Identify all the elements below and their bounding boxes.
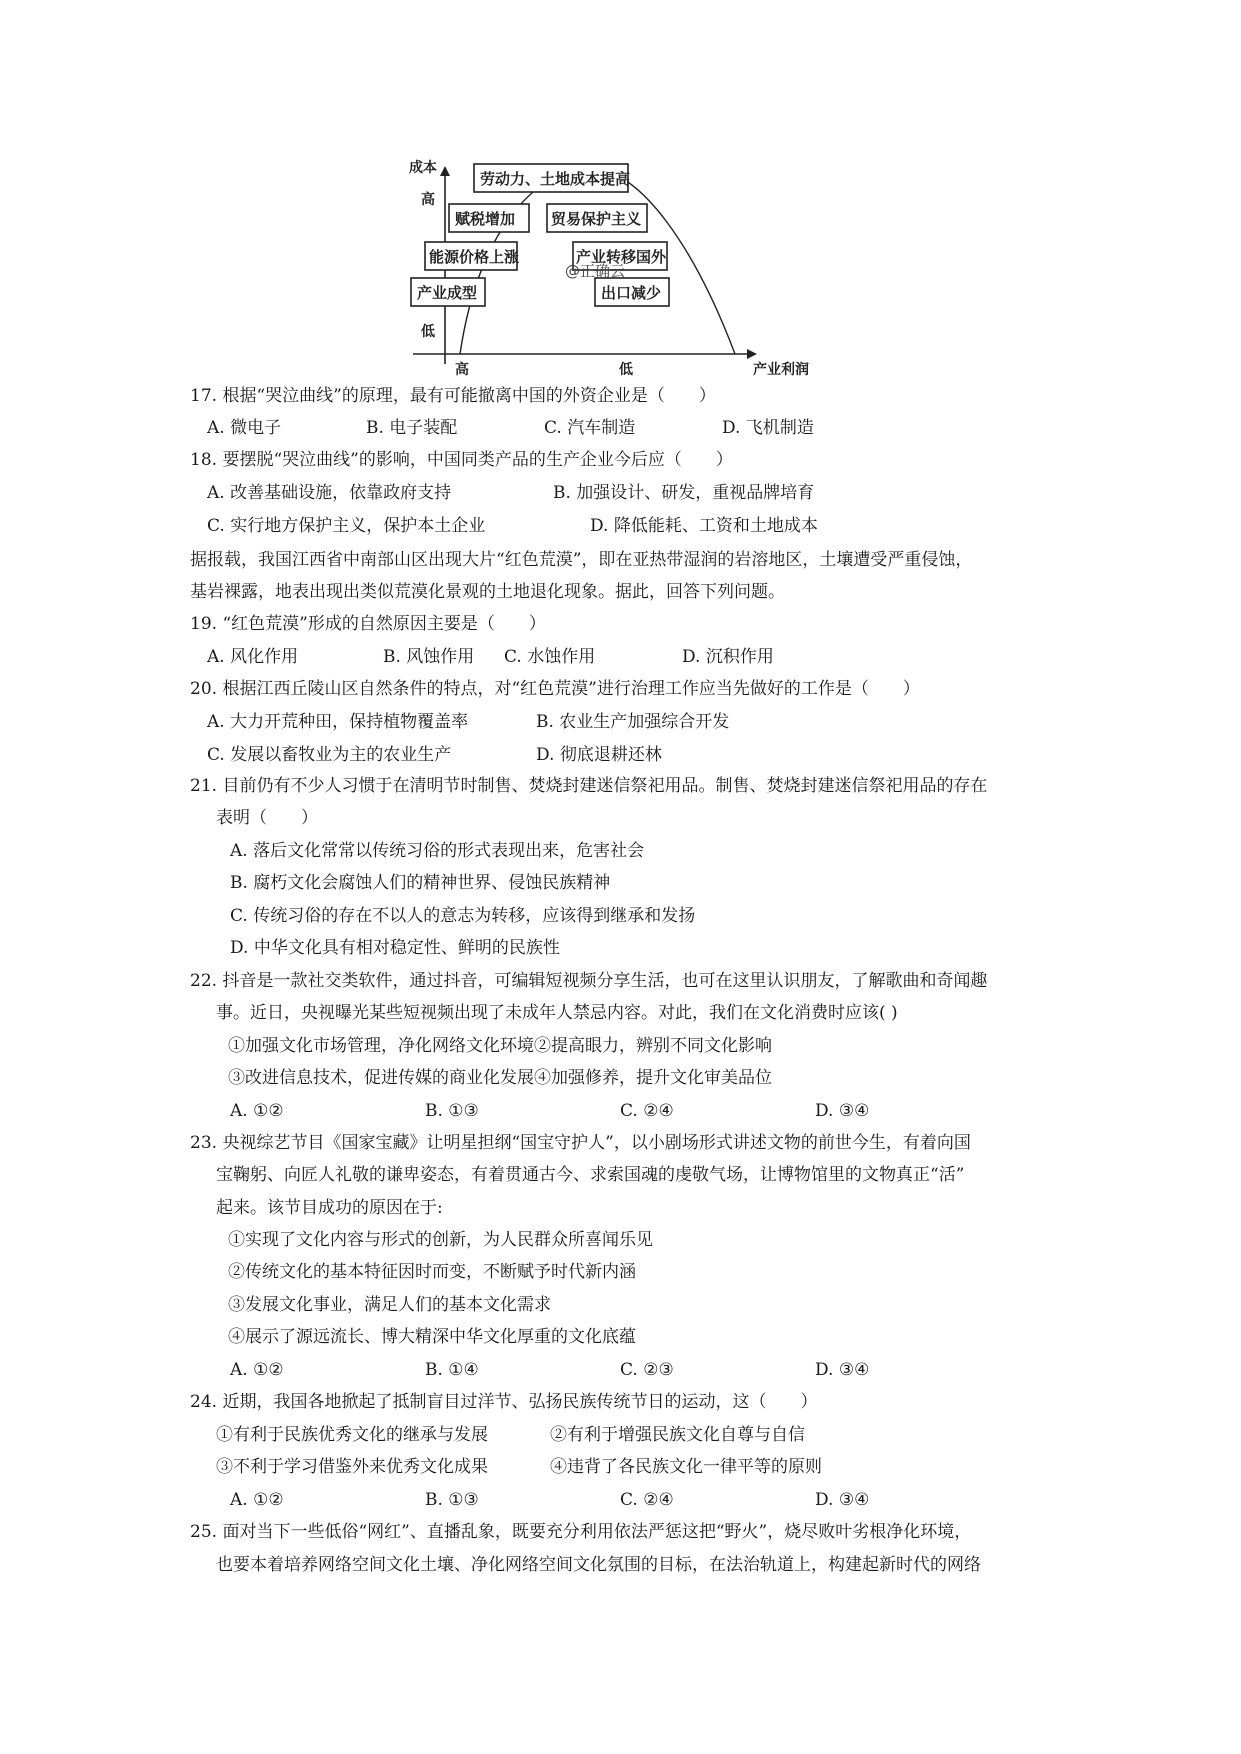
svg-text:劳动力、土地成本提高: 劳动力、土地成本提高 [480, 170, 631, 188]
q23-stem-line-3: 起来。该节目成功的原因在于: [216, 1198, 443, 1218]
q24-option-b: B. ①③ [425, 1490, 479, 1510]
q21-option-c: C. 传统习俗的存在不以人的意志为转移，应该得到继承和发扬 [230, 906, 696, 926]
q19-option-a: A. 风化作用 [207, 647, 299, 667]
q20-stem: 20. 根据江西丘陵山区自然条件的特点，对“红色荒漠”进行治理工作应当先做好的工作是（ ） [190, 679, 920, 699]
box-tax-increase [449, 204, 529, 232]
q22-item-line-2: ③改进信息技术，促进传媒的商业化发展④加强修养，提升文化审美品位 [228, 1068, 772, 1088]
cost-profit-diagram [405, 158, 835, 380]
box-energy-price-rise [425, 242, 519, 270]
passage-line-1: 据报载，我国江西省中南部山区出现大片“红色荒漠”，即在亚热带湿润的岩溶地区，土壤遭受严重侵蚀， [190, 550, 973, 570]
box-export-decrease [595, 278, 669, 306]
y-axis-label: 成本 [409, 160, 437, 176]
q18-stem: 18. 要摆脱“哭泣曲线”的影响，中国同类产品的生产企业今后应（ ） [190, 450, 733, 470]
q23-item-4: ④展示了源远流长、博大精深中华文化厚重的文化底蕴 [228, 1327, 636, 1347]
q18-option-c: C. 实行地方保护主义，保护本土企业 [207, 516, 486, 536]
box-labor-land-cost [474, 164, 630, 192]
q23-option-a: A. ①② [230, 1360, 284, 1380]
svg-text:产业转移国外: 产业转移国外 [576, 248, 667, 266]
q20-option-b: B. 农业生产加强综合开发 [536, 712, 730, 732]
q24-item-1: ①有利于民族优秀文化的继承与发展 [216, 1425, 488, 1445]
q24-item-3: ③不利于学习借鉴外来优秀文化成果 [216, 1457, 488, 1477]
q22-item-line-1: ①加强文化市场管理，净化网络文化环境②提高眼力，辨别不同文化影响 [228, 1036, 772, 1056]
box-industry-formation [411, 278, 485, 306]
q18-option-d: D. 降低能耗、工资和土地成本 [590, 516, 818, 536]
svg-text:产业成型: 产业成型 [417, 284, 478, 302]
q23-option-b: B. ①④ [425, 1360, 479, 1380]
q18-option-b: B. 加强设计、研发，重视品牌培育 [553, 483, 815, 503]
q22-option-d: D. ③④ [815, 1101, 870, 1121]
svg-text:赋税增加: 赋税增加 [455, 210, 516, 228]
q24-option-c: C. ②④ [620, 1490, 674, 1510]
y-axis-arrow [440, 166, 450, 176]
q23-stem-line-2: 宝鞠躬、向匠人礼敬的谦卑姿态，有着贯通古今、求索国魂的虔敬气场，让博物馆里的文物真正“活” [216, 1165, 965, 1185]
watermark-text: @正确云 [565, 262, 626, 280]
y-low-label: 低 [421, 324, 435, 340]
q17-option-d: D. 飞机制造 [722, 418, 814, 438]
q23-item-3: ③发展文化事业，满足人们的基本文化需求 [228, 1295, 551, 1315]
q22-option-a: A. ①② [230, 1101, 284, 1121]
q21-stem-line-1: 21. 目前仍有不少人习惯于在清明节时制售、焚烧封建迷信祭祀用品。制售、焚烧封建迷信祭祀用品的存在 [190, 776, 988, 796]
x-high-label: 高 [455, 362, 469, 378]
q21-stem-line-2: 表明（ ） [216, 808, 318, 828]
q25-stem-line-2: 也要本着培养网络空间文化土壤、净化网络空间文化氛围的目标，在法治轨道上，构建起新时代的网络 [216, 1555, 981, 1575]
svg-text:贸易保护主义: 贸易保护主义 [551, 210, 642, 228]
q24-option-a: A. ①② [230, 1490, 284, 1510]
svg-text:能源价格上涨: 能源价格上涨 [429, 248, 520, 266]
q24-stem: 24. 近期，我国各地掀起了抵制盲目过洋节、弘扬民族传统节日的运动，这（ ） [190, 1392, 818, 1412]
q24-item-4: ④违背了各民族文化一律平等的原则 [550, 1457, 822, 1477]
q17-option-a: A. 微电子 [207, 418, 282, 438]
q24-option-d: D. ③④ [815, 1490, 870, 1510]
diagram-svg [405, 158, 835, 380]
q23-option-c: C. ②③ [620, 1360, 674, 1380]
q22-stem-line-2: 事。近日，央视曝光某些短视频出现了未成年人禁忌内容。对此，我们在文化消费时应该( ) [216, 1003, 898, 1023]
x-low-label: 低 [619, 362, 633, 378]
q22-option-b: B. ①③ [425, 1101, 479, 1121]
q23-stem-line-1: 23. 央视综艺节目《国家宝藏》让明星担纲“国宝守护人”，以小剧场形式讲述文物的前世今生，有着向国 [190, 1133, 971, 1153]
x-axis-label: 产业利润 [753, 362, 809, 378]
q17-stem: 17. 根据“哭泣曲线”的原理，最有可能撤离中国的外资企业是（ ） [190, 386, 716, 406]
q23-item-2: ②传统文化的基本特征因时而变，不断赋予时代新内涵 [228, 1262, 636, 1282]
q18-option-a: A. 改善基础设施，依靠政府支持 [207, 483, 452, 503]
q19-option-d: D. 沉积作用 [682, 647, 774, 667]
passage-line-2: 基岩裸露，地表出现出类似荒漠化景观的土地退化现象。据此，回答下列问题。 [190, 582, 785, 602]
q23-item-1: ①实现了文化内容与形式的创新，为人民群众所喜闻乐见 [228, 1230, 653, 1250]
q19-option-c: C. 水蚀作用 [504, 647, 596, 667]
q21-option-a: A. 落后文化常常以传统习俗的形式表现出来，危害社会 [230, 841, 645, 861]
q20-option-d: D. 彻底退耕还林 [536, 745, 662, 765]
q23-option-d: D. ③④ [815, 1360, 870, 1380]
q19-stem: 19. “红色荒漠”形成的自然原因主要是（ ） [190, 614, 546, 634]
q22-option-c: C. ②④ [620, 1101, 674, 1121]
q20-option-a: A. 大力开荒种田，保持植物覆盖率 [207, 712, 469, 732]
q17-option-b: B. 电子装配 [366, 418, 458, 438]
q24-item-2: ②有利于增强民族文化自尊与自信 [550, 1425, 805, 1445]
x-axis-arrow [747, 349, 757, 359]
q25-stem-line-1: 25. 面对当下一些低俗“网红”、直播乱象，既要充分利用依法严惩这把“野火”，烧尽败叶劣根净化环境， [190, 1522, 972, 1542]
svg-text:出口减少: 出口减少 [601, 284, 662, 302]
y-high-label: 高 [421, 192, 435, 208]
q22-stem-line-1: 22. 抖音是一款社交类软件，通过抖音，可编辑短视频分享生活，也可在这里认识朋友，了解歌曲和奇闻趣 [190, 971, 988, 991]
q20-option-c: C. 发展以畜牧业为主的农业生产 [207, 745, 452, 765]
q19-option-b: B. 风蚀作用 [383, 647, 475, 667]
box-trade-protectionism [547, 204, 647, 232]
q17-option-c: C. 汽车制造 [544, 418, 636, 438]
q21-option-d: D. 中华文化具有相对稳定性、鲜明的民族性 [230, 938, 560, 958]
q21-option-b: B. 腐朽文化会腐蚀人们的精神世界、侵蚀民族精神 [230, 873, 611, 893]
